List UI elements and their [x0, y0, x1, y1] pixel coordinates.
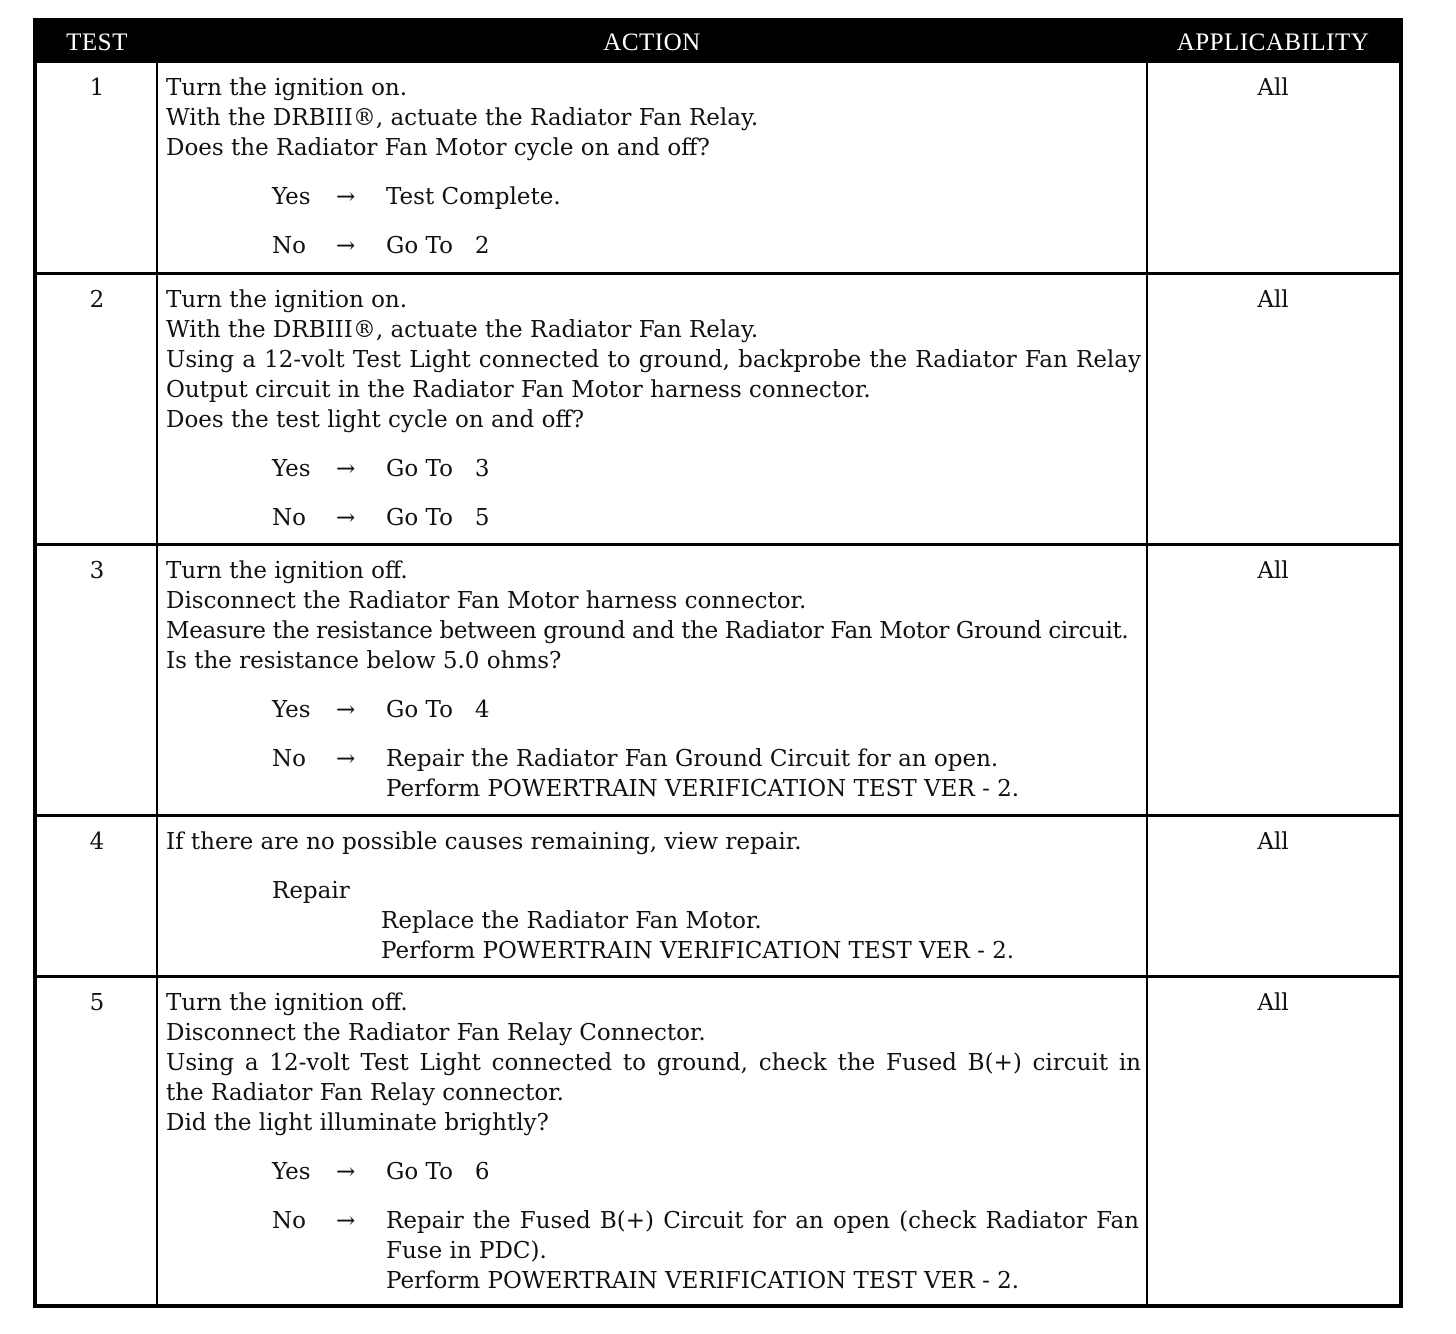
applicability-value: All	[1257, 558, 1289, 584]
no-outcome	[272, 503, 1141, 533]
header-applicability: APPLICABILITY	[1176, 29, 1370, 56]
test-number: 5	[89, 990, 105, 1016]
no-label: No	[272, 505, 306, 531]
header-action: ACTION	[603, 29, 701, 56]
yes-label: Yes	[272, 184, 311, 210]
yes-label: Yes	[272, 697, 311, 723]
action-step: Using a 12-volt Test Light connected to ground, check the Fused B(+) circuit in the Radiator Fan Relay connector.	[166, 1050, 1141, 1106]
applicability-value: All	[1257, 829, 1289, 855]
test-number: 2	[89, 287, 105, 313]
action-step: If there are no possible causes remaining, view repair.	[166, 829, 802, 855]
yes-outcome	[272, 695, 1141, 725]
action-step: Turn the ignition on.	[166, 75, 408, 101]
repair-line: Replace the Radiator Fan Motor.	[381, 908, 762, 934]
arrow-icon: →	[336, 1159, 356, 1185]
applicability-value: All	[1257, 990, 1289, 1016]
arrow-icon: →	[336, 233, 356, 259]
action-step: Is the resistance below 5.0 ohms?	[166, 648, 562, 674]
test-number: 1	[89, 75, 105, 101]
no-result: Perform POWERTRAIN VERIFICATION TEST VER - 2.	[386, 1268, 1020, 1294]
arrow-icon: →	[336, 505, 356, 531]
action-step: Disconnect the Radiator Fan Motor harness connector.	[166, 588, 807, 614]
action-step: With the DRBIII®, actuate the Radiator Fan Relay.	[166, 317, 759, 343]
arrow-icon: →	[336, 697, 356, 723]
yes-label: Yes	[272, 456, 311, 482]
yes-outcome	[272, 182, 1141, 212]
no-outcome	[272, 744, 1141, 804]
arrow-icon: →	[336, 456, 356, 482]
yes-outcome	[272, 454, 1141, 484]
no-label: No	[272, 1208, 306, 1234]
no-result: Repair the Radiator Fan Ground Circuit for an open.	[386, 746, 999, 772]
arrow-icon: →	[336, 1208, 356, 1234]
repair-label: Repair	[272, 878, 350, 904]
test-number: 3	[89, 558, 105, 584]
test-row-1	[37, 63, 1399, 272]
yes-result: Go To 6	[386, 1159, 490, 1185]
action-step: Turn the ignition on.	[166, 287, 408, 313]
test-row-5	[37, 978, 1399, 1304]
no-result: Repair the Fused B(+) Circuit for an open (check Radiator Fan Fuse in PDC).	[386, 1208, 1139, 1264]
action-step: Disconnect the Radiator Fan Relay Connector.	[166, 1020, 706, 1046]
no-result: Perform POWERTRAIN VERIFICATION TEST VER - 2.	[386, 776, 1020, 802]
applicability-value: All	[1257, 75, 1289, 101]
action-step: With the DRBIII®, actuate the Radiator Fan Relay.	[166, 105, 759, 131]
action-step: Turn the ignition off.	[166, 990, 408, 1016]
no-outcome	[272, 1206, 1141, 1296]
test-number: 4	[89, 829, 105, 855]
repair-instructions	[381, 906, 1141, 966]
action-step: Does the Radiator Fan Motor cycle on and off?	[166, 135, 710, 161]
no-outcome	[272, 231, 1141, 261]
action-step: Does the test light cycle on and off?	[166, 407, 585, 433]
arrow-icon: →	[336, 746, 356, 772]
yes-result: Go To 4	[386, 697, 490, 723]
no-label: No	[272, 233, 306, 259]
test-row-2	[37, 275, 1399, 543]
diagnostic-test-table	[33, 18, 1403, 1308]
action-step: Measure the resistance between ground and the Radiator Fan Motor Ground circuit.	[166, 618, 1129, 644]
test-row-3	[37, 546, 1399, 814]
table-header	[37, 22, 1399, 63]
no-label: No	[272, 746, 306, 772]
action-step: Using a 12-volt Test Light connected to ground, backprobe the Radiator Fan Relay Output circuit in the Radiator Fan Motor harness connector.	[166, 347, 1141, 403]
action-cell	[166, 827, 1141, 966]
action-cell	[166, 73, 1141, 261]
arrow-icon: →	[336, 184, 356, 210]
applicability-value: All	[1257, 287, 1289, 313]
header-test: TEST	[66, 29, 128, 56]
yes-outcome	[272, 1157, 1141, 1187]
action-cell	[166, 285, 1141, 533]
yes-label: Yes	[272, 1159, 311, 1185]
action-step: Did the light illuminate brightly?	[166, 1110, 549, 1136]
no-result: Go To 5	[386, 505, 490, 531]
action-cell	[166, 556, 1141, 804]
test-row-4	[37, 817, 1399, 975]
yes-result: Go To 3	[386, 456, 490, 482]
no-result: Go To 2	[386, 233, 490, 259]
yes-result: Test Complete.	[386, 184, 561, 210]
repair-line: Perform POWERTRAIN VERIFICATION TEST VER - 2.	[381, 938, 1015, 964]
action-step: Turn the ignition off.	[166, 558, 408, 584]
action-cell	[166, 988, 1141, 1296]
